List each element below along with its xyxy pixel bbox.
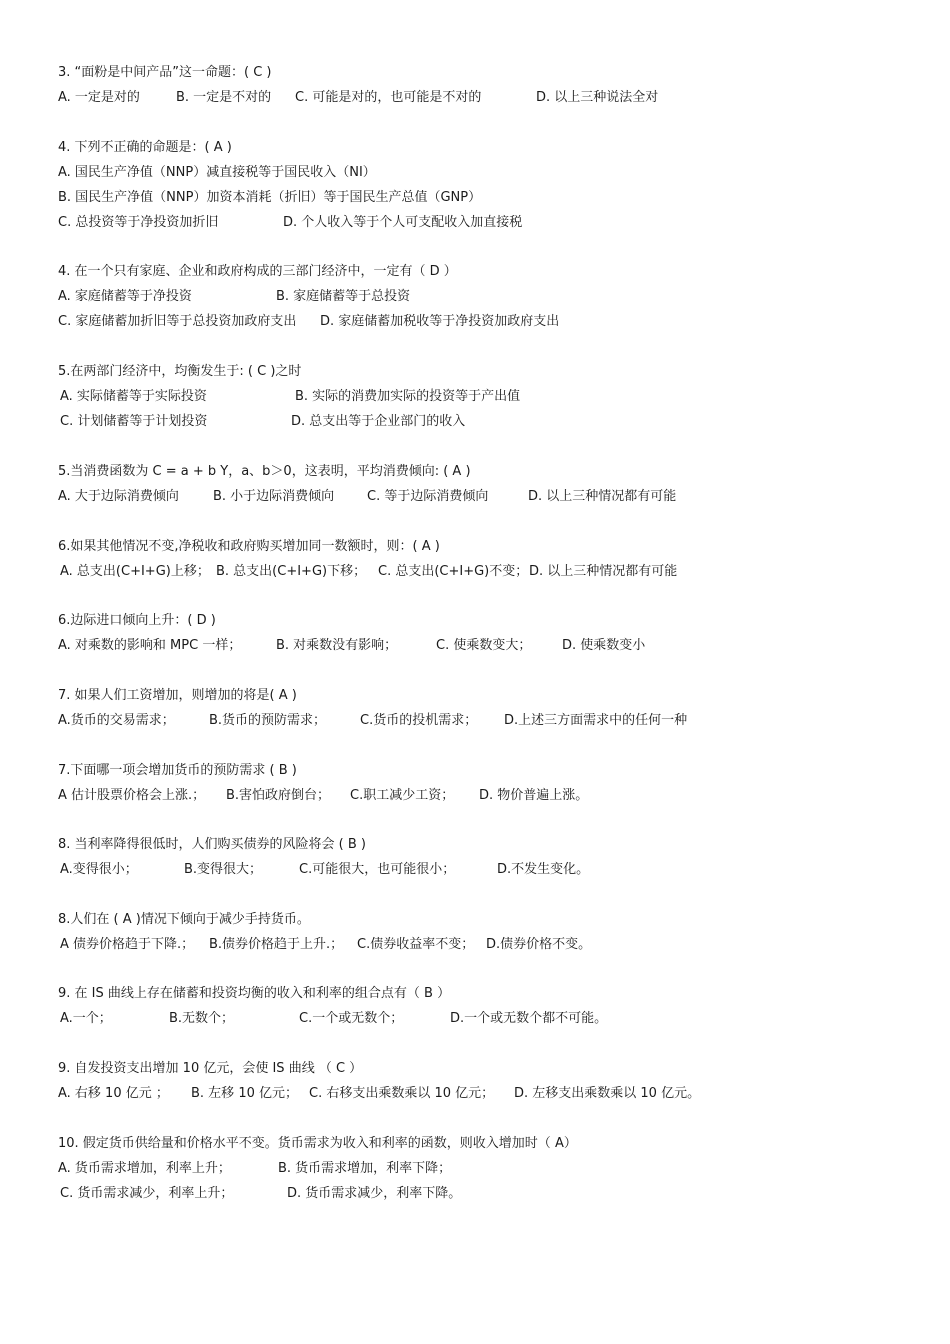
- option-a: A. 大于边际消费倾向: [58, 489, 179, 504]
- question-stem-line: [58, 135, 918, 160]
- question-stem: 6.边际进口倾向上升：( D ): [58, 613, 216, 628]
- question-block: [58, 359, 918, 434]
- question-block: [58, 459, 918, 509]
- option-c: C.职工减少工资；: [350, 788, 455, 803]
- options-line: [58, 857, 918, 882]
- option-c: C. 可能是对的，也可能是不对的: [295, 90, 482, 105]
- question-stem: 5.当消费函数为 C = a + b Y，a、b＞0，这表明，平均消费倾向: ( A ): [58, 464, 471, 479]
- options-line: [58, 384, 918, 409]
- question-stem-line: [58, 359, 918, 384]
- options-line: [58, 1156, 918, 1181]
- question-block: [58, 60, 918, 110]
- option-c: C. 右移支出乘数乘以 10 亿元；: [309, 1086, 495, 1101]
- question-stem: 8. 当利率降得很低时，人们购买债券的风险将会 ( B ): [58, 837, 366, 852]
- question-stem-line: [58, 608, 918, 633]
- option-d: D. 总支出等于企业部门的收入: [291, 414, 466, 429]
- question-stem-line: [58, 534, 918, 559]
- question-stem: 7.下面哪一项会增加货币的预防需求 ( B ): [58, 763, 297, 778]
- option-c: C.可能很大，也可能很小；: [299, 862, 456, 877]
- question-block: [58, 135, 918, 235]
- option-a: A. 对乘数的影响和 MPC 一样；: [58, 638, 242, 653]
- question-stem: 3. “面粉是中间产品”这一命题：( C ): [58, 65, 272, 80]
- option-a: A 债券价格趋于下降.；: [60, 937, 195, 952]
- option-c: C.货币的投机需求；: [360, 713, 478, 728]
- option-b: B. 对乘数没有影响；: [276, 638, 398, 653]
- question-block: [58, 981, 918, 1031]
- option-b: B. 实际的消费加实际的投资等于产出值: [295, 389, 521, 404]
- option-d: D. 家庭储蓄加税收等于净投资加政府支出: [320, 314, 560, 329]
- option-a: A.变得很小；: [60, 862, 138, 877]
- options-line: [58, 559, 918, 584]
- option-d: D. 以上三种说法全对: [536, 90, 659, 105]
- options-line: [58, 708, 918, 733]
- option-a: A 估计股票价格会上涨.；: [58, 788, 206, 803]
- option-c: C. 家庭储蓄加折旧等于总投资加政府支出: [58, 314, 297, 329]
- option-b: B. 货币需求增加，利率下降；: [278, 1161, 452, 1176]
- question-block: [58, 1056, 918, 1106]
- question-stem: 9. 在 IS 曲线上存在储蓄和投资均衡的收入和利率的组合点有（ B ）: [58, 986, 451, 1001]
- question-stem: 4. 在一个只有家庭、企业和政府构成的三部门经济中，一定有（ D ）: [58, 264, 457, 279]
- option-b: B.债券价格趋于上升.；: [209, 937, 344, 952]
- question-block: [58, 1131, 918, 1206]
- option-c: C. 货币需求减少，利率上升；: [60, 1186, 234, 1201]
- question-stem-line: [58, 459, 918, 484]
- options-line: [58, 783, 918, 808]
- question-stem-line: [58, 758, 918, 783]
- option-c: C.债券收益率不变；: [357, 937, 475, 952]
- option-b: B. 小于边际消费倾向: [213, 489, 335, 504]
- options-line: [58, 484, 918, 509]
- question-block: [58, 832, 918, 882]
- options-line: [58, 1181, 918, 1206]
- option-d: D.一个或无数个都不可能。: [450, 1011, 608, 1026]
- question-stem-line: [58, 1131, 918, 1156]
- options-line: [58, 185, 918, 210]
- option-b: B. 家庭储蓄等于总投资: [276, 289, 411, 304]
- question-stem-line: [58, 832, 918, 857]
- question-block: [58, 259, 918, 334]
- option-c: C. 使乘数变大；: [436, 638, 532, 653]
- question-stem-line: [58, 981, 918, 1006]
- option-b: B. 一定是不对的: [176, 90, 272, 105]
- option-a: A. 货币需求增加，利率上升；: [58, 1161, 231, 1176]
- question-stem: 10. 假定货币供给量和价格水平不变。货币需求为收入和利率的函数，则收入增加时（ A）: [58, 1136, 577, 1151]
- option-b: B.无数个；: [169, 1011, 235, 1026]
- option-a: A. 总支出(C+I+G)上移；: [60, 564, 210, 579]
- question-stem: 5.在两部门经济中，均衡发生于: ( C )之时: [58, 364, 302, 379]
- option-b: B.变得很大；: [184, 862, 263, 877]
- option-d: D. 左移支出乘数乘以 10 亿元。: [514, 1086, 701, 1101]
- option-c: C. 总支出(C+I+G)不变；: [378, 564, 529, 579]
- options-line: [58, 284, 918, 309]
- question-stem-line: [58, 60, 918, 85]
- option-d: D.上述三方面需求中的任何一种: [504, 713, 688, 728]
- options-line: [58, 1006, 918, 1031]
- question-block: [58, 758, 918, 808]
- question-stem: 4. 下列不正确的命题是：( A ): [58, 140, 232, 155]
- option-c: C. 总投资等于净投资加折旧: [58, 215, 219, 230]
- question-block: [58, 534, 918, 584]
- question-stem: 8.人们在 ( A )情况下倾向于减少手持货币。: [58, 912, 310, 927]
- option-c: C. 计划储蓄等于计划投资: [60, 414, 208, 429]
- question-stem: 6.如果其他情况不变,净税收和政府购买增加同一数额时，则：( A ): [58, 539, 440, 554]
- options-line: [58, 409, 918, 434]
- question-block: [58, 683, 918, 733]
- option-a: A. 一定是对的: [58, 90, 140, 105]
- option-d: D. 以上三种情况都有可能: [529, 564, 678, 579]
- options-line: [58, 85, 918, 110]
- option-a: A.一个；: [60, 1011, 112, 1026]
- option-b: B.害怕政府倒台；: [226, 788, 331, 803]
- option-a: A. 右移 10 亿元 ；: [58, 1086, 169, 1101]
- options-line: [58, 932, 918, 957]
- option-a: A. 家庭储蓄等于净投资: [58, 289, 192, 304]
- option-a: A. 国民生产净值（NNP）减直接税等于国民收入（NI）: [58, 165, 376, 180]
- option-d: D. 货币需求减少，利率下降。: [287, 1186, 462, 1201]
- options-line: [58, 210, 918, 235]
- question-stem-line: [58, 259, 918, 284]
- option-a: A.货币的交易需求；: [58, 713, 175, 728]
- question-stem-line: [58, 1056, 918, 1081]
- option-b: B.货币的预防需求；: [209, 713, 327, 728]
- option-d: D.债券价格不变。: [486, 937, 592, 952]
- option-d: D. 以上三种情况都有可能: [528, 489, 677, 504]
- option-d: D. 使乘数变小: [562, 638, 646, 653]
- option-b: B. 国民生产净值（NNP）加资本消耗（折旧）等于国民生产总值（GNP）: [58, 190, 482, 205]
- question-block: [58, 907, 918, 957]
- question-stem: 7. 如果人们工资增加，则增加的将是( A ): [58, 688, 297, 703]
- options-line: [58, 1081, 918, 1106]
- option-b: B. 总支出(C+I+G)下移；: [216, 564, 367, 579]
- option-d: D. 个人收入等于个人可支配收入加直接税: [283, 215, 523, 230]
- option-c: C.一个或无数个；: [299, 1011, 404, 1026]
- option-b: B. 左移 10 亿元；: [191, 1086, 298, 1101]
- question-stem-line: [58, 907, 918, 932]
- option-d: D. 物价普遍上涨。: [479, 788, 589, 803]
- option-a: A. 实际储蓄等于实际投资: [60, 389, 207, 404]
- option-c: C. 等于边际消费倾向: [367, 489, 489, 504]
- question-block: [58, 608, 918, 658]
- options-line: [58, 309, 918, 334]
- options-line: [58, 160, 918, 185]
- question-stem: 9. 自发投资支出增加 10 亿元，会使 IS 曲线 （ C ）: [58, 1061, 363, 1076]
- options-line: [58, 633, 918, 658]
- option-d: D.不发生变化。: [497, 862, 590, 877]
- question-stem-line: [58, 683, 918, 708]
